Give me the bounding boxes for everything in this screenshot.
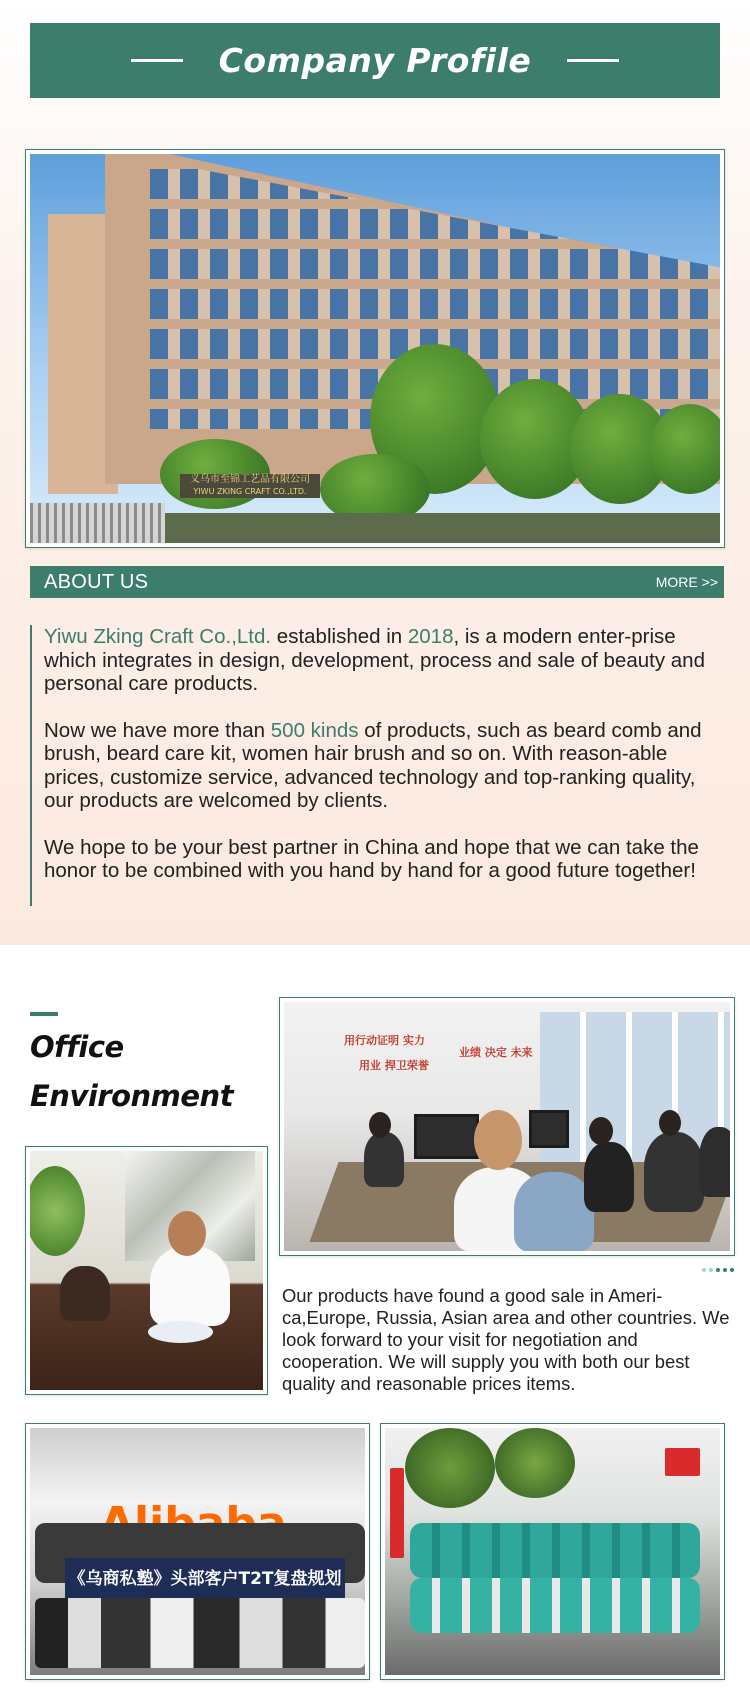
team-photo-2-frame: [380, 1423, 725, 1680]
gate: [30, 503, 165, 543]
office-slogan-right: 业绩 决定 未来: [459, 1046, 533, 1059]
product-count: 500 kinds: [270, 718, 359, 742]
office-slogan-left: 用行动证明 实力: [344, 1034, 425, 1047]
about-us-title: ABOUT US: [44, 570, 149, 593]
carousel-dot-active[interactable]: [716, 1268, 720, 1272]
about-p2-text-1: Now we have more than: [44, 718, 271, 742]
about-p1-text-2: , is a modern enter-prise which integrates in design, development, process and sale of beauty and personal care products.: [44, 625, 705, 695]
about-paragraph-3: We hope to be your best partner in China and hope that we can take the honor to be combined with you hand by hand for a good future together!: [44, 835, 699, 882]
about-p1-text-1: established in: [271, 625, 408, 648]
carousel-dots: [702, 1268, 734, 1272]
company-building-photo: [30, 154, 720, 543]
team-photo-2: [385, 1428, 720, 1675]
company-name: Yiwu Zking Craft Co.,Ltd.: [44, 625, 272, 648]
office-slogan-left-2: 用业 捍卫荣誉: [359, 1059, 429, 1072]
office-environment-title: [30, 1023, 233, 1121]
carousel-dot[interactable]: [709, 1268, 713, 1272]
about-us-bar: [30, 566, 724, 598]
about-us-text: [30, 625, 730, 906]
company-sign-en: YIWU ZKING CRAFT CO.,LTD.: [193, 487, 307, 496]
page-title: Company Profile: [218, 41, 532, 80]
office-photo-frame: [279, 997, 735, 1256]
office-photo: [284, 1002, 730, 1251]
tea-room-photo: [30, 1151, 263, 1390]
company-profile-header: [30, 23, 720, 98]
office-title-line-2: Environment: [30, 1079, 234, 1113]
title-dash-right: [567, 59, 619, 62]
about-paragraph-1: [44, 625, 730, 696]
carousel-dot-active[interactable]: [723, 1268, 727, 1272]
more-link[interactable]: MORE >>: [655, 574, 718, 590]
tea-room-photo-frame: [25, 1146, 268, 1395]
company-sign-cn: 义乌市至锦工艺品有限公司: [190, 474, 310, 485]
team-photo-1-frame: [25, 1423, 370, 1680]
office-section-marker: [30, 1012, 58, 1016]
company-building-photo-frame: [25, 149, 725, 548]
about-paragraph-2: [44, 719, 730, 813]
founded-year: 2018: [407, 625, 454, 648]
office-title-line-1: Office: [30, 1030, 124, 1064]
carousel-dot-active[interactable]: [730, 1268, 734, 1272]
team-banner: 《乌商私塾》头部客户T2T复盘规划: [65, 1558, 345, 1600]
office-description: Our products have found a good sale in Ameri-ca,Europe, Russia, Asian area and other countries. We look forward to your visit for negotiation and cooperation. We will supply you with both our best quality and reasonable prices items.: [282, 1285, 730, 1394]
team-photo-1: [30, 1428, 365, 1675]
carousel-dot[interactable]: [702, 1268, 706, 1272]
title-dash-left: [131, 59, 183, 62]
company-sign: [180, 474, 320, 498]
about-p2-text-2: of products, such as beard comb and brush, beard care kit, women hair brush and so on. With reason-able prices, customize service, advanced technology and top-ranking quality, our products are welcomed by clients.: [44, 718, 702, 812]
